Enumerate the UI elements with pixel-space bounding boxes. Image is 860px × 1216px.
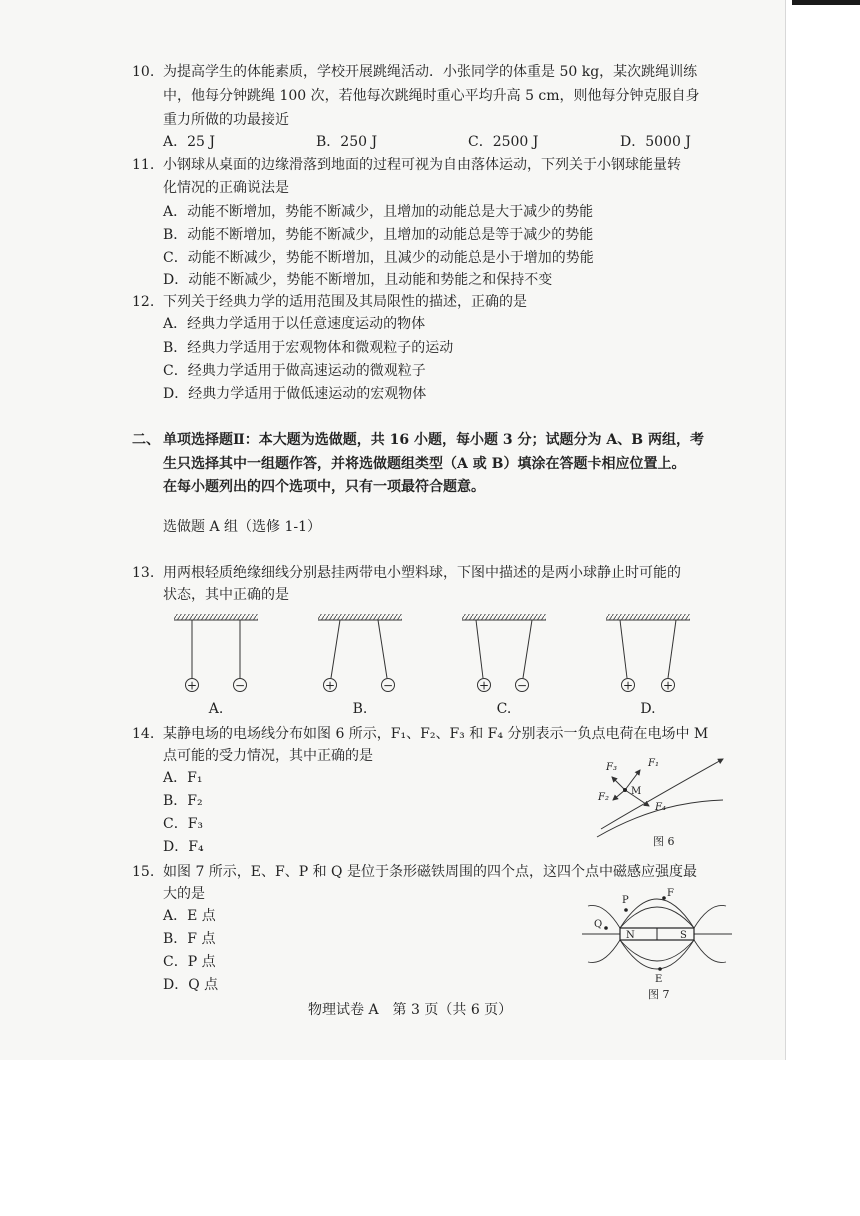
q11-number: 11. (132, 157, 155, 173)
q15-option-a: A．E 点 (163, 908, 216, 924)
page-footer: 物理试卷 A 第 3 页（共 6 页） (308, 1002, 513, 1018)
q14-option-a: A．F₁ (163, 770, 203, 786)
q13-label-b: B. (352, 701, 368, 717)
q13-charge-d2: + (662, 678, 674, 693)
q12-option-d: D．经典力学适用于做低速运动的宏观物体 (163, 386, 427, 402)
q15-option-b: B．F 点 (163, 931, 216, 947)
section2-line-2: 生只选择其中一组题作答，并将选做题组类型（A 或 B）填涂在答题卡相应位置上。 (163, 456, 686, 472)
q13-figure-c (462, 614, 546, 692)
q13-charge-b2: − (382, 678, 394, 693)
q12-option-b: B．经典力学适用于宏观物体和微观粒子的运动 (163, 340, 454, 356)
q15-line-1: 如图 7 所示，E、F、P 和 Q 是位于条形磁铁周围的四个点，这四个点中磁感应强度最 (163, 864, 697, 880)
scan-corner-mark (792, 0, 860, 5)
q14-option-b: B．F₂ (163, 793, 203, 809)
q15-number: 15. (132, 864, 155, 880)
page-edge (785, 0, 786, 1060)
q13-label-d: D. (640, 701, 656, 717)
q11-line-1: 小钢球从桌面的边缘滑落到地面的过程可视为自由落体运动，下列关于小钢球能量转 (163, 157, 681, 173)
q11-option-a: A．动能不断增加，势能不断减少，且增加的动能总是大于减少的势能 (163, 204, 594, 220)
q13-charge-a2: − (234, 678, 246, 693)
q10-option-a: A．25 J (163, 134, 215, 150)
q13-number: 13. (132, 565, 155, 581)
q14-number: 14. (132, 726, 155, 742)
q13-charge-a1: + (186, 678, 198, 693)
q11-option-c: C．动能不断减少，势能不断增加，且减少的动能总是小于增加的势能 (163, 250, 594, 266)
q11-option-d: D．动能不断减少，势能不断增加，且动能和势能之和保持不变 (163, 272, 553, 288)
q10-option-b: B．250 J (316, 134, 378, 150)
q15-option-c: C．P 点 (163, 954, 216, 970)
q13-charge-c2: − (516, 678, 528, 693)
q15-figure-caption: 图 7 (648, 988, 670, 1001)
q13-line-1: 用两根轻质绝缘细线分别悬挂两带电小塑料球，下图中描述的是两小球静止时可能的 (163, 565, 681, 581)
q10-line-3: 重力所做的功最接近 (163, 112, 289, 128)
q15-label-n: N (626, 930, 635, 941)
q11-option-b: B．动能不断增加，势能不断减少，且增加的动能总是等于减少的势能 (163, 227, 594, 243)
section2-line-1: 单项选择题Ⅱ：本大题为选做题，共 16 小题，每小题 3 分；试题分为 A、B 两组，考 (163, 432, 704, 448)
q14-figure-6 (585, 752, 735, 852)
q15-line-2: 大的是 (163, 886, 205, 902)
q15-label-q: Q (594, 919, 603, 930)
q13-charge-c1: + (478, 678, 490, 693)
q14-label-f4: F₄ (655, 802, 666, 813)
q14-label-f3: F₃ (606, 762, 617, 773)
q14-option-d: D．F₄ (163, 839, 204, 855)
q13-figure (160, 610, 700, 720)
q10-line-2: 中，他每分钟跳绳 100 次，若他每次跳绳时重心平均升高 5 cm，则他每分钟克服自身 (163, 88, 700, 104)
q12-option-c: C．经典力学适用于做高速运动的微观粒子 (163, 363, 426, 379)
q10-option-c: C．2500 J (468, 134, 539, 150)
q14-figure-caption: 图 6 (653, 835, 675, 848)
q13-label-c: C. (496, 701, 512, 717)
group-a-heading: 选做题 A 组（选修 1-1） (163, 519, 322, 535)
q13-line-2: 状态，其中正确的是 (163, 587, 289, 603)
q10-option-d: D．5000 J (620, 134, 691, 150)
q10-number: 10. (132, 64, 155, 80)
q15-label-f: F (667, 888, 674, 899)
q12-option-a: A．经典力学适用于以任意速度运动的物体 (163, 316, 426, 332)
section2-number: 二、 (132, 432, 160, 448)
q14-label-f1: F₁ (648, 758, 659, 769)
q13-label-a: A. (208, 701, 224, 717)
q14-line-2: 点可能的受力情况，其中正确的是 (163, 748, 373, 764)
q13-charge-b1: + (324, 678, 336, 693)
q15-figure-7 (582, 884, 732, 1002)
q13-figure-d (606, 614, 690, 692)
q14-option-c: C．F₃ (163, 816, 204, 832)
q12-number: 12. (132, 294, 155, 310)
q12-line-1: 下列关于经典力学的适用范围及其局限性的描述，正确的是 (163, 294, 527, 310)
q14-label-f2: F₂ (598, 792, 609, 803)
q13-charge-d1: + (622, 678, 634, 693)
q15-option-d: D．Q 点 (163, 977, 219, 993)
q14-line-1: 某静电场的电场线分布如图 6 所示，F₁、F₂、F₃ 和 F₄ 分别表示一负点电荷在电场中 M (163, 726, 709, 742)
section2-line-3: 在每小题列出的四个选项中，只有一项最符合题意。 (163, 479, 485, 495)
q10-line-1: 为提高学生的体能素质，学校开展跳绳活动．小张同学的体重是 50 kg，某次跳绳训练 (163, 64, 698, 80)
q15-label-e: E (655, 974, 663, 985)
q15-label-s: S (680, 930, 687, 941)
q14-label-m: M (631, 786, 642, 797)
q11-line-2: 化情况的正确说法是 (163, 180, 289, 196)
q15-label-p: P (622, 895, 629, 906)
